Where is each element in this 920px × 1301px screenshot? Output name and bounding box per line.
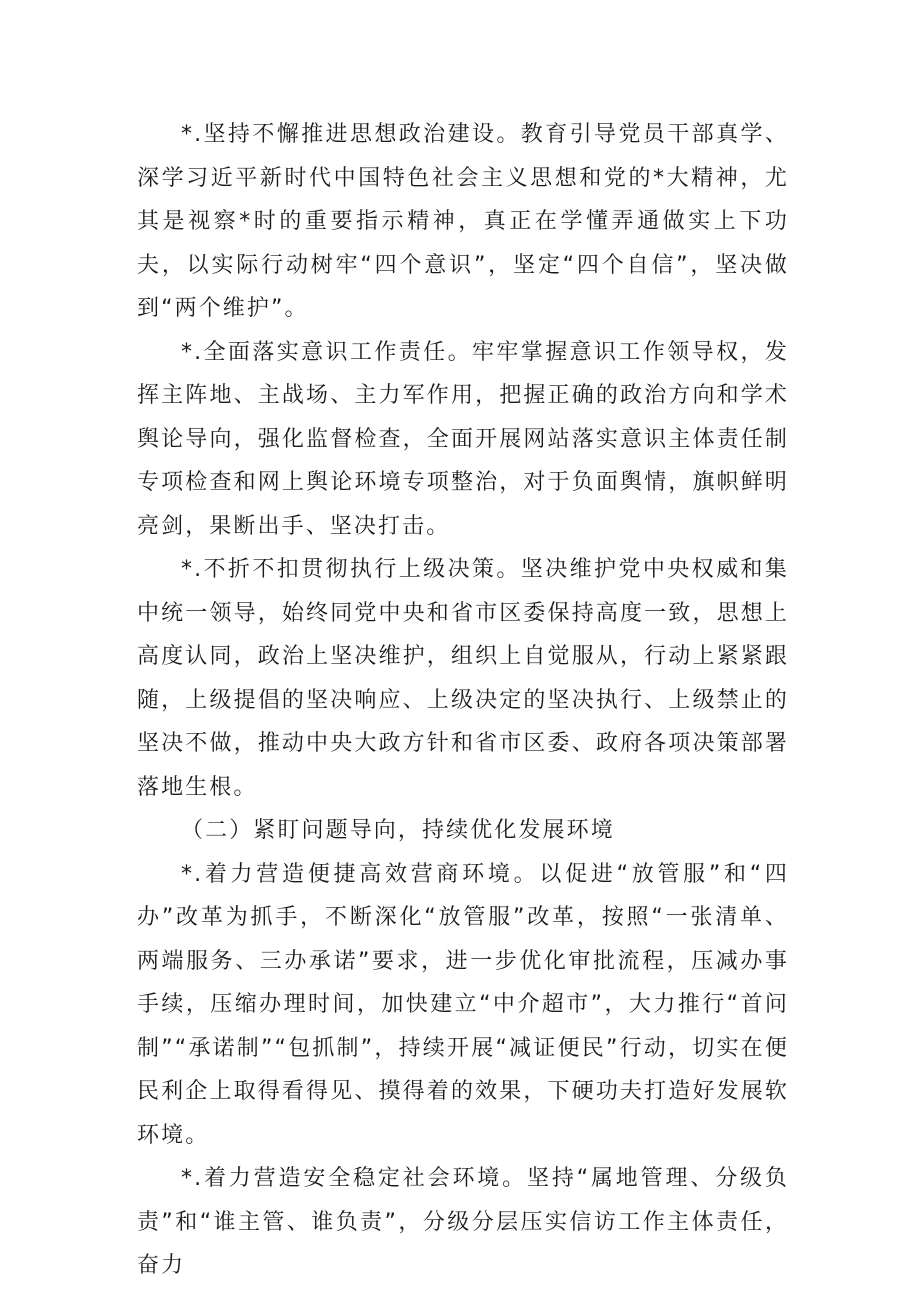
paragraph-ideology-responsibility: *.全面落实意识工作责任。牢牢掌握意识工作领导权，发挥主阵地、主战场、主力军作用，把握正确的政治方向和学术舆论导向，强化监督检查，全面开展网站落实意识主体责任制专项检查和网上舆论环境专项整治，对于负面舆情，旗帜鲜明亮剑，果断出手、坚决打击。 [137,339,789,539]
paragraph-social-environment: *.着力营造安全稳定社会环境。坚持“属地管理、分级负责”和“谁主管、谁负责”，分级分层压实信访工作主体责任，奋力 [137,1166,789,1278]
section-heading: （二）紧盯问题导向，持续优化发展环境 [181,818,615,843]
paragraph-political-building: *.坚持不懈推进思想政治建设。教育引导党员干部真学、深学习近平新时代中国特色社会主义思想和党的*大精神，尤其是视察*时的重要指示精神，真正在学懂弄通做实上下功夫，以实际行动树牢“四个意识”，坚定“四个自信”，坚决做到“两个维护”。 [137,122,789,321]
paragraph-implement-decisions: *.不折不扣贯彻执行上级决策。坚决维护党中央权威和集中统一领导，始终同党中央和省市区委保持高度一致，思想上高度认同，政治上坚决维护，组织上自觉服从，行动上紧紧跟随，上级提倡的坚决响应、上级决定的坚决执行、上级禁止的坚决不做，推动中央大政方针和省市区委、政府各项决策部署落地生根。 [137,557,789,800]
paragraph-business-environment: *.着力营造便捷高效营商环境。以促进“放管服”和“四办”改革为抓手，不断深化“放管服”改革，按照“一张清单、两端服务、三办承诺”要求，进一步优化审批流程，压减办事手续，压缩办理时间，加快建立“中介超市”，大力推行“首问制”“承诺制”“包抓制”，持续开展“减证便民”行动，切实在便民利企上取得看得见、摸得着的效果，下硬功夫打造好发展软环境。 [137,861,789,1148]
document-body [137,113,789,1288]
